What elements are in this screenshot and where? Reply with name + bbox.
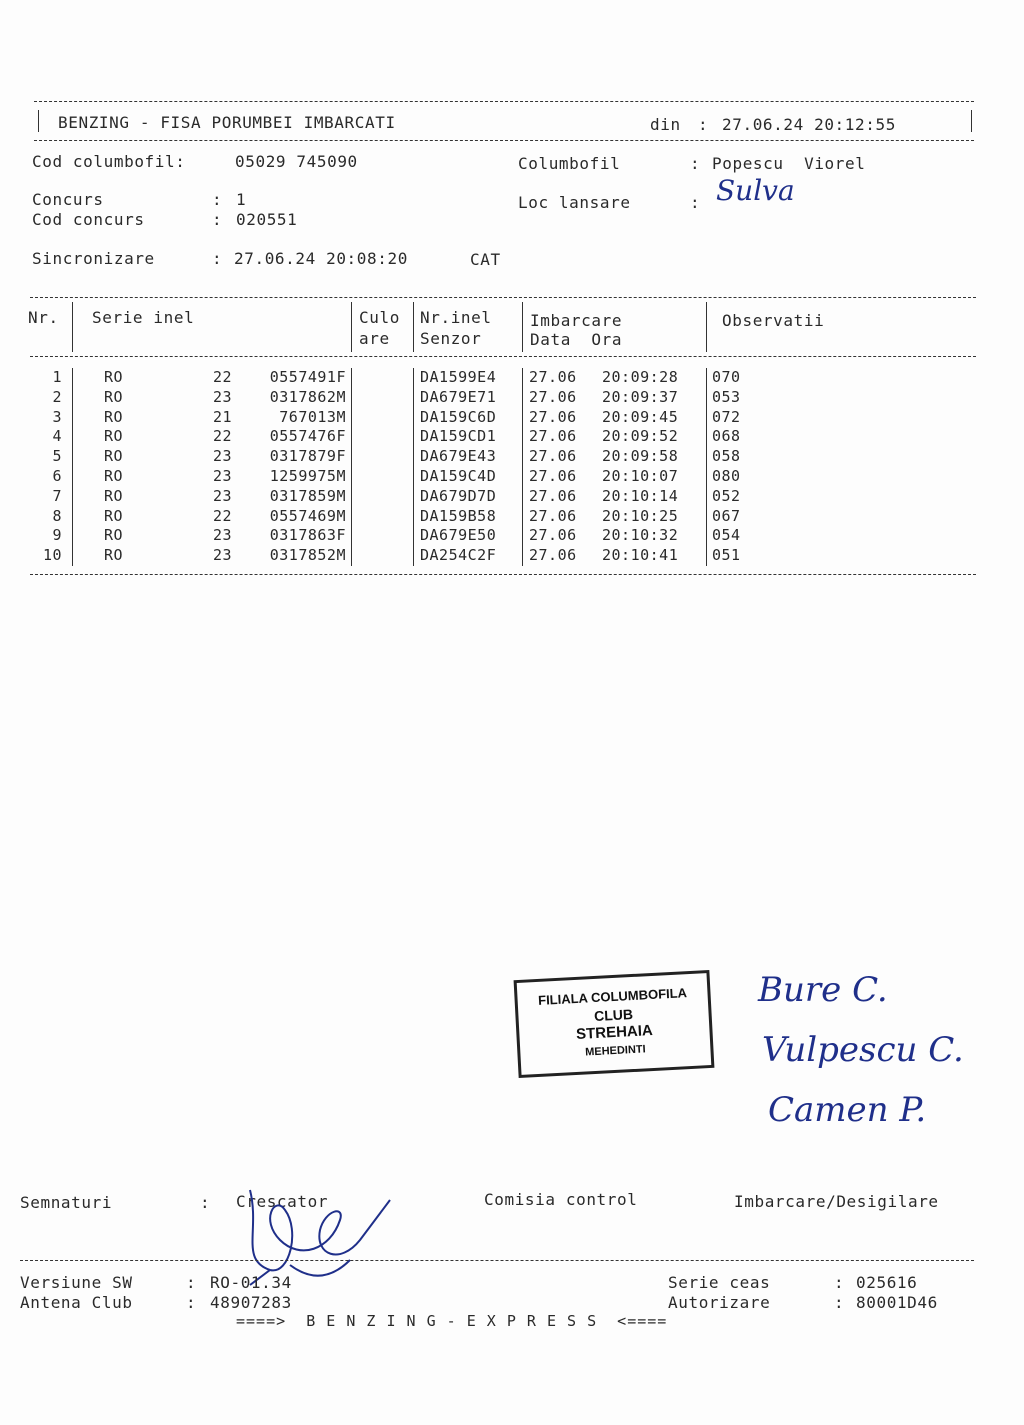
col-header-serie: Serie inel: [92, 308, 195, 327]
table-row: [0, 447, 1024, 467]
row-tara: RO: [104, 407, 124, 426]
row-inel: 0317852M: [269, 546, 346, 565]
row-an: 21: [212, 407, 232, 426]
table-row: [0, 467, 1024, 487]
row-tara: RO: [104, 486, 124, 505]
stamp-line-4: MEHEDINTI: [584, 1043, 646, 1059]
row-senzor: DA679E50: [420, 526, 497, 545]
stamp-line-1: FILIALA COLUMBOFILA: [537, 985, 688, 1008]
versiune-sw-value: RO-01.34: [210, 1273, 292, 1292]
row-obs: 070: [712, 368, 741, 386]
row-an: 22: [212, 427, 232, 446]
row-senzor: DA679E71: [420, 387, 497, 406]
autorizare-label: Autorizare: [668, 1293, 771, 1312]
row-tara: RO: [104, 447, 124, 466]
row-obs: 058: [712, 447, 741, 466]
row-an: 23: [212, 387, 232, 406]
row-senzor: DA159B58: [420, 506, 497, 525]
table-row: [0, 546, 1024, 566]
row-tara: RO: [104, 506, 124, 525]
row-nr: 1: [52, 368, 62, 386]
row-ora: 20:10:32: [602, 526, 679, 545]
row-ora: 20:09:58: [602, 447, 679, 466]
row-nr: 10: [42, 546, 62, 565]
row-tara: RO: [104, 368, 124, 386]
crescator-signature: [230, 1170, 400, 1290]
serie-ceas-label: Serie ceas: [668, 1273, 771, 1292]
page-title: BENZING - FISA PORUMBEI IMBARCATI: [58, 113, 396, 132]
row-nr: 2: [52, 387, 62, 406]
columbofil-colon: :: [690, 154, 701, 173]
row-senzor: DA159C4D: [420, 467, 497, 485]
columbofil-label: Columbofil: [518, 154, 621, 173]
sincronizare-value: 27.06.24 20:08:20: [234, 249, 408, 268]
table-top-rule: [30, 297, 976, 298]
sincronizare-colon: :: [212, 249, 223, 268]
sincronizare-label: Sincronizare: [32, 249, 155, 268]
col-divider-1: [72, 302, 73, 352]
row-tara: RO: [104, 387, 124, 406]
row-ora: 20:10:07: [602, 467, 679, 485]
col-header-culoare-2: are: [359, 329, 390, 348]
handwritten-signature-2: Vulpescu C.: [762, 1030, 964, 1070]
concurs-label: Concurs: [32, 190, 104, 209]
cod-concurs-label: Cod concurs: [32, 210, 145, 229]
autorizare-value: 80001D46: [856, 1293, 938, 1312]
col-header-imbarcare-2: Data Ora: [530, 330, 623, 349]
date-colon: :: [698, 115, 709, 134]
row-inel: 0317862M: [269, 387, 346, 406]
row-ora: 20:09:28: [602, 368, 679, 386]
row-senzor: DA159CD1: [420, 427, 497, 446]
table-header-rule: [30, 356, 976, 357]
header-bottom-rule: [34, 140, 974, 141]
row-data: 27.06: [529, 546, 577, 565]
row-senzor: DA1599E4: [420, 368, 497, 386]
date-value: 27.06.24 20:12:55: [722, 115, 896, 134]
semnaturi-colon: :: [200, 1193, 211, 1212]
club-stamp: [514, 970, 715, 1078]
row-an: 23: [212, 546, 232, 565]
row-data: 27.06: [529, 407, 577, 426]
header-left-bar: [38, 110, 39, 132]
row-inel: 0557476F: [269, 427, 346, 446]
row-tara: RO: [104, 546, 124, 565]
autorizare-colon: :: [834, 1293, 845, 1312]
loc-lansare-label: Loc lansare: [518, 193, 631, 212]
row-data: 27.06: [529, 387, 577, 406]
row-data: 27.06: [529, 526, 577, 545]
row-obs: 072: [712, 407, 741, 426]
row-data: 27.06: [529, 427, 577, 446]
handwritten-signature-1: Bure C.: [758, 970, 888, 1010]
cod-concurs-colon: :: [212, 210, 223, 229]
row-ora: 20:10:25: [602, 506, 679, 525]
antena-club-value: 48907283: [210, 1293, 292, 1312]
table-row: [0, 368, 1024, 388]
row-senzor: DA159C6D: [420, 407, 497, 426]
row-tara: RO: [104, 467, 124, 485]
row-ora: 20:10:14: [602, 486, 679, 505]
row-data: 27.06: [529, 467, 577, 485]
crescator-label: Crescator: [236, 1192, 329, 1211]
row-obs: 054: [712, 526, 741, 545]
col-header-observatii: Observatii: [722, 311, 825, 330]
table-row: [0, 487, 1024, 507]
col-divider-4: [522, 302, 523, 352]
col-header-culoare-1: Culo: [359, 308, 400, 327]
footer-rule: [20, 1260, 974, 1261]
concurs-colon: :: [212, 190, 223, 209]
row-obs: 080: [712, 467, 741, 485]
versiune-sw-colon: :: [186, 1273, 197, 1292]
row-nr: 9: [52, 526, 62, 545]
sincronizare-timezone: CAT: [470, 250, 501, 269]
row-an: 23: [212, 486, 232, 505]
row-inel: 767013M: [279, 407, 346, 426]
table-body: [0, 368, 1024, 568]
row-obs: 052: [712, 486, 741, 505]
row-nr: 6: [52, 467, 62, 485]
comisia-control-label: Comisia control: [484, 1190, 638, 1209]
row-senzor: DA254C2F: [420, 546, 497, 565]
antena-club-label: Antena Club: [20, 1293, 133, 1312]
row-data: 27.06: [529, 506, 577, 525]
col-header-nrinel-2: Senzor: [420, 329, 482, 348]
row-data: 27.06: [529, 368, 577, 386]
loc-lansare-colon: :: [690, 193, 701, 212]
row-obs: 051: [712, 546, 741, 565]
row-inel: 0317859M: [269, 486, 346, 505]
row-ora: 20:09:45: [602, 407, 679, 426]
row-an: 23: [212, 467, 232, 485]
row-inel: 0557491F: [269, 368, 346, 386]
col-divider-5: [706, 302, 707, 352]
row-nr: 5: [52, 447, 62, 466]
benzing-express-brand: ====> B E N Z I N G - E X P R E S S <====: [236, 1312, 668, 1330]
row-data: 27.06: [529, 486, 577, 505]
row-tara: RO: [104, 526, 124, 545]
col-divider-3: [413, 302, 414, 352]
table-row: [0, 388, 1024, 408]
handwritten-signature-3: Camen P.: [768, 1090, 927, 1130]
row-data: 27.06: [529, 447, 577, 466]
table-row: [0, 408, 1024, 428]
imbarcare-desigilare-label: Imbarcare/Desigilare: [734, 1192, 939, 1211]
columbofil-value: Popescu Viorel: [712, 154, 866, 173]
concurs-value: 1: [236, 190, 247, 209]
header-right-bar: [971, 110, 972, 132]
table-row: [0, 507, 1024, 527]
row-obs: 068: [712, 427, 741, 446]
loc-lansare-handwritten: Sulva: [716, 174, 795, 207]
date-label: din: [650, 115, 681, 134]
serie-ceas-value: 025616: [856, 1273, 918, 1292]
cod-concurs-value: 020551: [236, 210, 298, 229]
table-row: [0, 526, 1024, 546]
stamp-line-2: CLUB: [593, 1006, 634, 1025]
row-ora: 20:10:41: [602, 546, 679, 565]
row-inel: 1259975M: [269, 467, 346, 485]
stamp-line-3: STREHAIA: [575, 1021, 654, 1043]
row-nr: 8: [52, 506, 62, 525]
row-obs: 053: [712, 387, 741, 406]
serie-ceas-colon: :: [834, 1273, 845, 1292]
cod-columbofil-label: Cod columbofil:: [32, 152, 186, 171]
row-nr: 7: [52, 486, 62, 505]
antena-club-colon: :: [186, 1293, 197, 1312]
table-bottom-rule: [30, 574, 976, 575]
row-an: 22: [212, 368, 232, 386]
versiune-sw-label: Versiune SW: [20, 1273, 133, 1292]
row-ora: 20:09:52: [602, 427, 679, 446]
cod-columbofil-value: 05029 745090: [235, 152, 358, 171]
col-header-imbarcare-1: Imbarcare: [530, 311, 623, 330]
row-nr: 3: [52, 407, 62, 426]
row-inel: 0317863F: [269, 526, 346, 545]
row-nr: 4: [52, 427, 62, 446]
row-inel: 0557469M: [269, 506, 346, 525]
table-row: [0, 427, 1024, 447]
col-header-nrinel-1: Nr.inel: [420, 308, 492, 327]
col-header-nr: Nr.: [28, 308, 59, 327]
row-an: 23: [212, 447, 232, 466]
row-senzor: DA679D7D: [420, 486, 497, 505]
semnaturi-label: Semnaturi: [20, 1193, 113, 1212]
row-ora: 20:09:37: [602, 387, 679, 406]
row-an: 23: [212, 526, 232, 545]
header-top-rule: [34, 101, 974, 102]
row-inel: 0317879F: [269, 447, 346, 466]
row-senzor: DA679E43: [420, 447, 497, 466]
row-an: 22: [212, 506, 232, 525]
row-tara: RO: [104, 427, 124, 446]
col-divider-2: [351, 302, 352, 352]
row-obs: 067: [712, 506, 741, 525]
